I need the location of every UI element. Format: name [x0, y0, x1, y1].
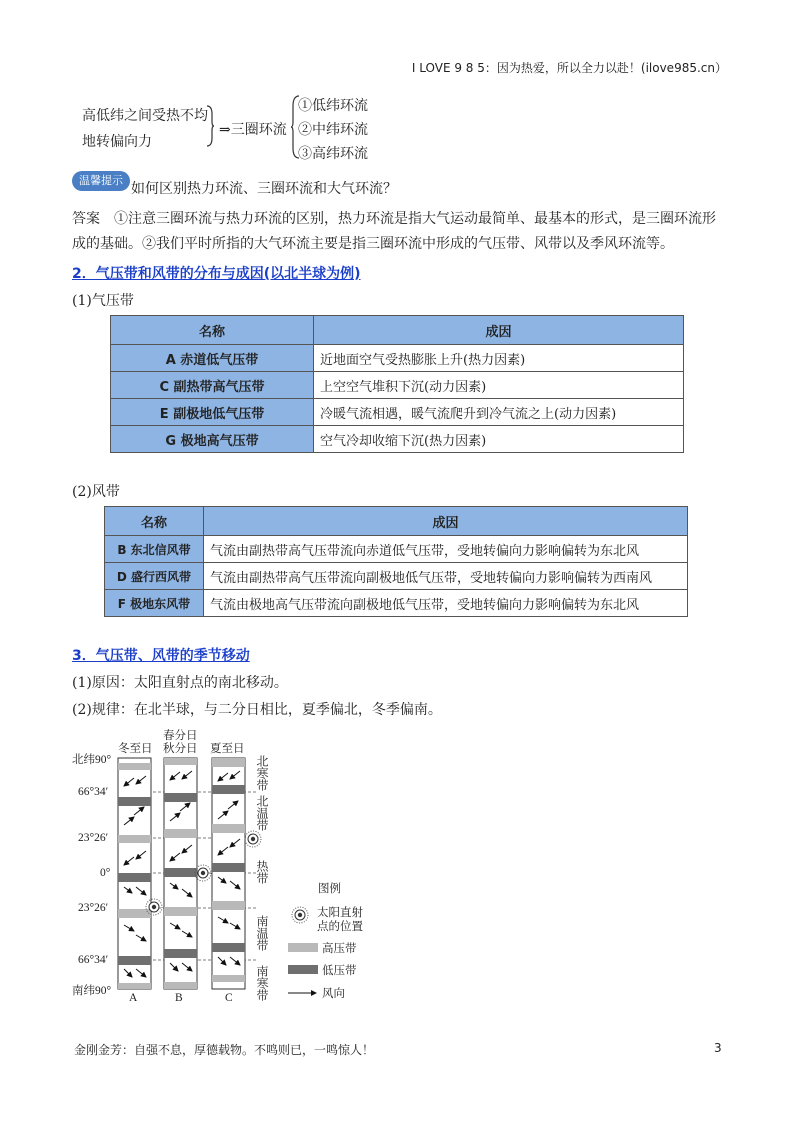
- table-header-row: [111, 316, 684, 345]
- tip-question: 如何区别热力环流、三圈环流和大气环流？: [131, 181, 397, 197]
- belt-cause: 冷暖气流相遇，暖气流爬升到冷气流之上(动力因素): [314, 399, 684, 426]
- zone-label-north-temperate: 北温带: [255, 795, 269, 831]
- col-letter: C: [225, 992, 233, 1004]
- wind-belt-heading: (2)风带: [72, 484, 120, 500]
- legend-low: 低压带: [322, 965, 357, 977]
- cause-coriolis: 地转偏向力: [82, 134, 152, 150]
- table-row: [111, 345, 684, 372]
- wind-belt-cause: 气流由副热带高气压带流向副极地低气压带，受地转偏向力影响偏转为西南风: [204, 563, 688, 590]
- mid-lat-cell: ②中纬环流: [298, 122, 368, 138]
- pressure-belt-table: [110, 315, 684, 453]
- zone-label-tropic: 热带: [255, 860, 269, 884]
- seasonal-reason: (1)原因：太阳直射点的南北移动。: [72, 675, 288, 691]
- lat-label: 66°34′: [78, 954, 109, 966]
- lat-label: 66°34′: [78, 786, 109, 798]
- zone-label-south-cold: 南寒带: [255, 965, 269, 1001]
- lat-label: 南纬90°: [72, 985, 112, 997]
- zone-label-north-cold: 北寒带: [255, 755, 269, 791]
- page-footer-motto: 金刚金芳：自强不息，厚德载物。不鸣则已，一鸣惊人！: [74, 1043, 375, 1057]
- legend-wind: 风向: [322, 988, 345, 1000]
- belt-name: E 副极地低气压带: [111, 399, 314, 426]
- belt-cause: 空气冷却收缩下沉(热力因素): [314, 426, 684, 453]
- seasonal-rule: (2)规律：在北半球，与二分日相比，夏季偏北，冬季偏南。: [72, 702, 442, 718]
- col-header-name: 名称: [111, 316, 314, 345]
- col-header-name: 名称: [105, 507, 204, 536]
- lat-label: 23°26′: [78, 832, 109, 844]
- page-header: I LOVE 9 8 5：因为热爱，所以全力以赴！(ilove985.cn）: [411, 61, 727, 75]
- section2-title: 2．气压带和风带的分布与成因(以北半球为例): [72, 266, 361, 282]
- tip-answer-line2: 成的基础。②我们平时所指的大气环流主要是指三圈环流中形成的气压带、风带以及季风环流等。: [72, 236, 674, 252]
- seasonal-shift-diagram: [70, 725, 370, 1010]
- col-label-summer: 夏至日: [210, 743, 245, 755]
- table-row: [111, 426, 684, 453]
- table-row: [111, 399, 684, 426]
- lat-label: 23°26′: [78, 902, 109, 914]
- col-label-winter: 冬至日: [118, 743, 153, 755]
- col-header-cause: 成因: [314, 316, 684, 345]
- high-lat-cell: ③高纬环流: [298, 146, 368, 162]
- low-lat-cell: ①低纬环流: [298, 98, 368, 114]
- legend-sun-1: 太阳直射: [317, 907, 363, 919]
- table-row: [105, 563, 688, 590]
- col-label-equinox-2: 秋分日: [163, 743, 198, 755]
- table-header-row: [105, 507, 688, 536]
- right-brace-icon: [205, 104, 215, 148]
- wind-belt-name: D 盛行西风带: [105, 563, 204, 590]
- wind-belt-table: [104, 506, 688, 617]
- pressure-belt-heading: (1)气压带: [72, 293, 134, 309]
- wind-belt-cause: 气流由副热带高气压带流向赤道低气压带，受地转偏向力影响偏转为东北风: [204, 536, 688, 563]
- page-number: 3: [714, 1041, 722, 1055]
- three-cell-result: ⇒三圈环流: [219, 122, 287, 138]
- lat-label: 北纬90°: [72, 754, 112, 766]
- section3-title: 3．气压带、风带的季节移动: [72, 648, 250, 664]
- legend-high: 高压带: [322, 943, 357, 955]
- cause-uneven-heating: 高低纬之间受热不均: [82, 108, 208, 124]
- table-row: [111, 372, 684, 399]
- col-letter: A: [129, 992, 138, 1004]
- table-row: [105, 590, 688, 617]
- legend-sun-2: 点的位置: [317, 921, 363, 933]
- tip-badge: 温馨提示: [72, 171, 130, 191]
- lat-label: 0°: [100, 867, 111, 879]
- belt-cause: 上空空气堆积下沉(动力因素): [314, 372, 684, 399]
- tip-answer-line1: 答案 ①注意三圈环流与热力环流的区别，热力环流是指大气运动最简单、最基本的形式，是三圈环流形: [72, 211, 716, 227]
- belt-name: A 赤道低气压带: [111, 345, 314, 372]
- legend-title: 图例: [318, 883, 341, 895]
- col-label-equinox-1: 春分日: [163, 730, 198, 742]
- col-header-cause: 成因: [204, 507, 688, 536]
- zone-label-south-temperate: 南温带: [255, 915, 269, 951]
- belt-name: C 副热带高气压带: [111, 372, 314, 399]
- wind-belt-name: F 极地东风带: [105, 590, 204, 617]
- diagram-legend: [288, 881, 363, 1000]
- belt-cause: 近地面空气受热膨胀上升(热力因素): [314, 345, 684, 372]
- sun-point-icon: [245, 831, 261, 847]
- wind-belt-cause: 气流由极地高气压带流向副极地低气压带，受地转偏向力影响偏转为东北风: [204, 590, 688, 617]
- belt-name: G 极地高气压带: [111, 426, 314, 453]
- table-row: [105, 536, 688, 563]
- col-letter: B: [175, 992, 183, 1004]
- wind-belt-name: B 东北信风带: [105, 536, 204, 563]
